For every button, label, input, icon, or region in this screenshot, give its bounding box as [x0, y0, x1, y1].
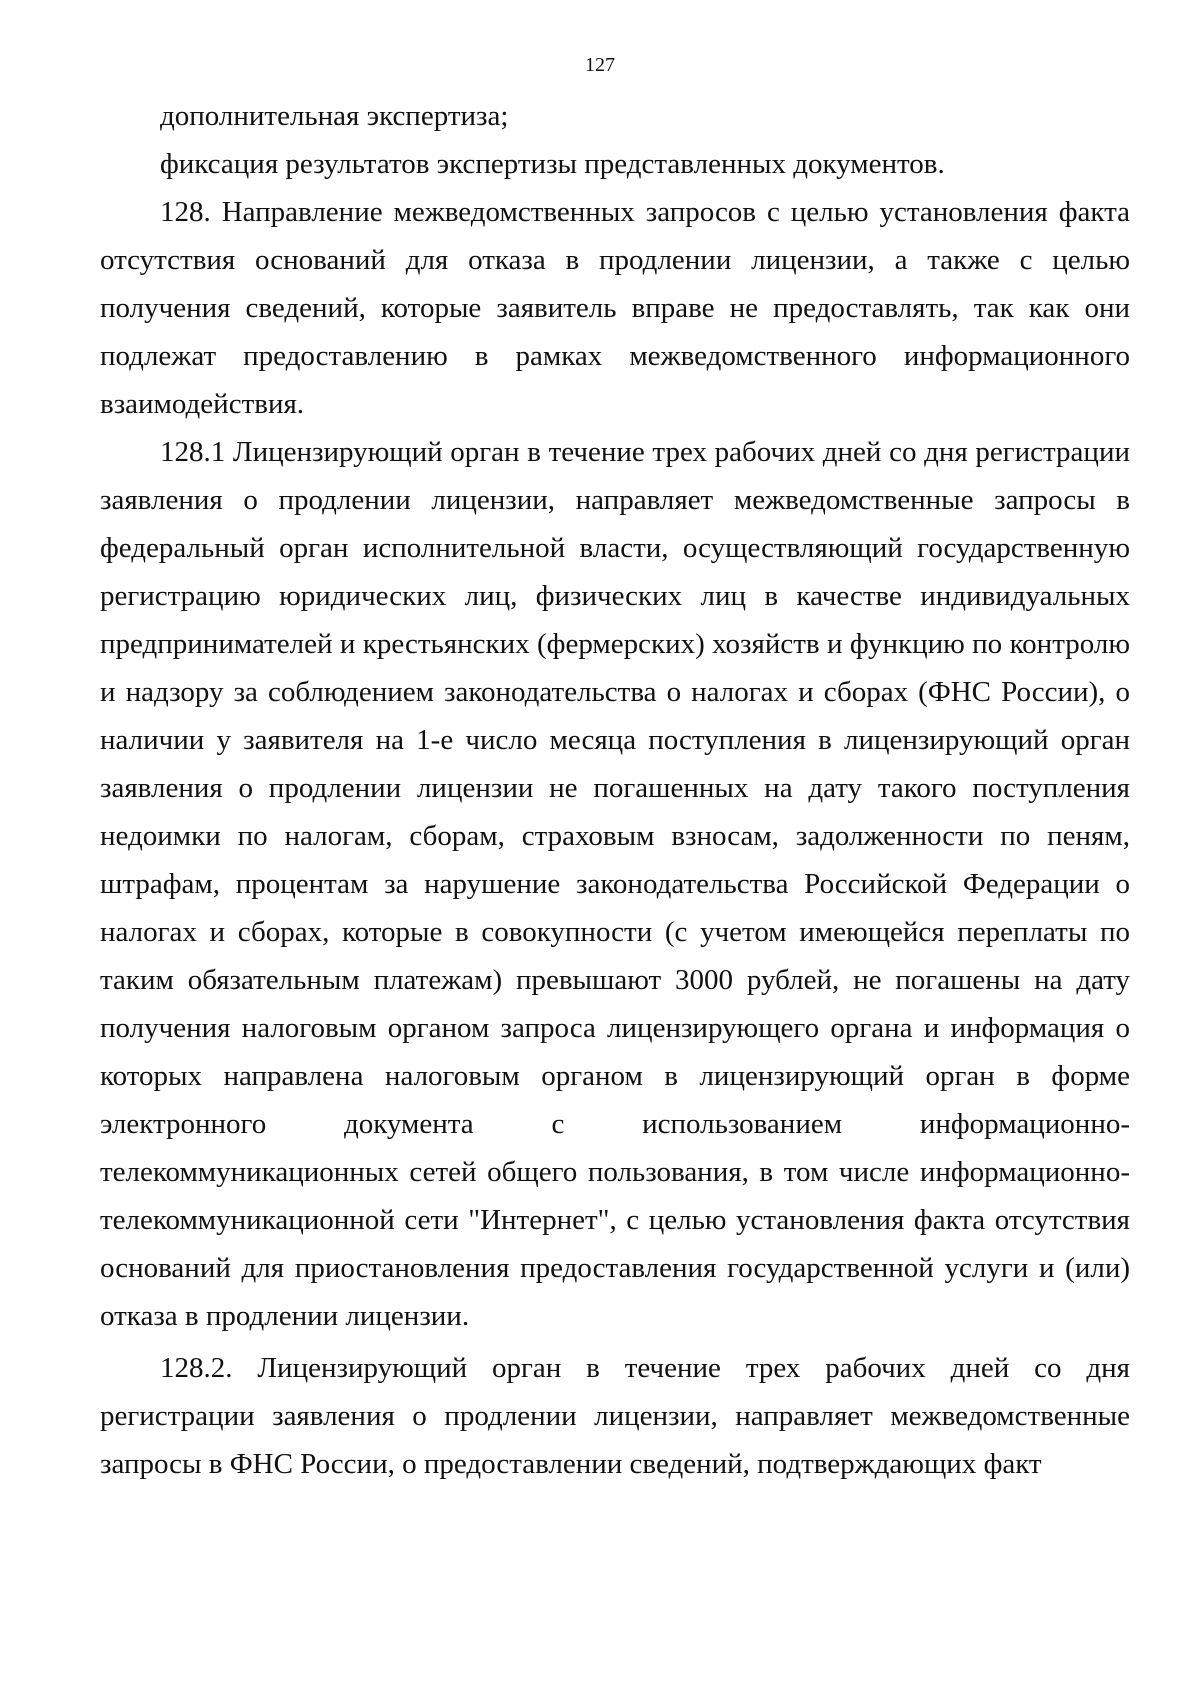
paragraph-expertise-results: фиксация результатов экспертизы представленных документов. — [160, 148, 945, 180]
paragraph-128: 128. Направление межведомственных запросов с целью установления факта отсутствия оснований для отказа в продлении лицензии, а также с целью получения сведений, которые заявитель вправе не предоставлять, так как они подлежат предоставлению в рамках межведомственного информационного взаимодействия. — [100, 196, 1130, 420]
paragraph-128-2: 128.2. Лицензирующий орган в течение трех рабочих дней со дня регистрации заявления о продлении лицензии, направляет межведомственные запросы в ФНС России, о предоставлении сведений, подтверждающих факт — [100, 1352, 1130, 1480]
document-body — [100, 92, 1130, 1488]
paragraph-additional-expertise: дополнительная экспертиза; — [160, 100, 509, 132]
page-number: 127 — [585, 54, 615, 76]
paragraph-128-1: 128.1 Лицензирующий орган в течение трех рабочих дней со дня регистрации заявления о продлении лицензии, направляет межведомственные запросы в федеральный орган исполнительной власти, осуществляющий государственную регистрацию юридических лиц, физических лиц в качестве индивидуальных предпринимателей и крестьянских (фермерских) хозяйств и функцию по контролю и надзору за соблюдением законодательства о налогах и сборах (ФНС России), о наличии у заявителя на 1-е число месяца поступления в лицензирующий орган заявления о продлении лицензии не погашенных на дату такого поступления недоимки по налогам, сборам, страховым взносам, задолженности по пеням, штрафам, процентам за нарушение законодательства Российской Федерации о налогах и сборах, которые в совокупности (с учетом имеющейся переплаты по таким обязательным платежам) превышают 3000 рублей, не погашены на дату получения налоговым органом запроса лицензирующего органа и информация о которых направлена налоговым органом в лицензирующий орган в форме электронного документа с использованием информационно-телекоммуникационных сетей общего пользования, в том числе информационно-телекоммуникационной сети "Интернет", с целью установления факта отсутствия оснований для приостановления предоставления государственной услуги и (или) отказа в продлении лицензии. — [100, 436, 1130, 1332]
